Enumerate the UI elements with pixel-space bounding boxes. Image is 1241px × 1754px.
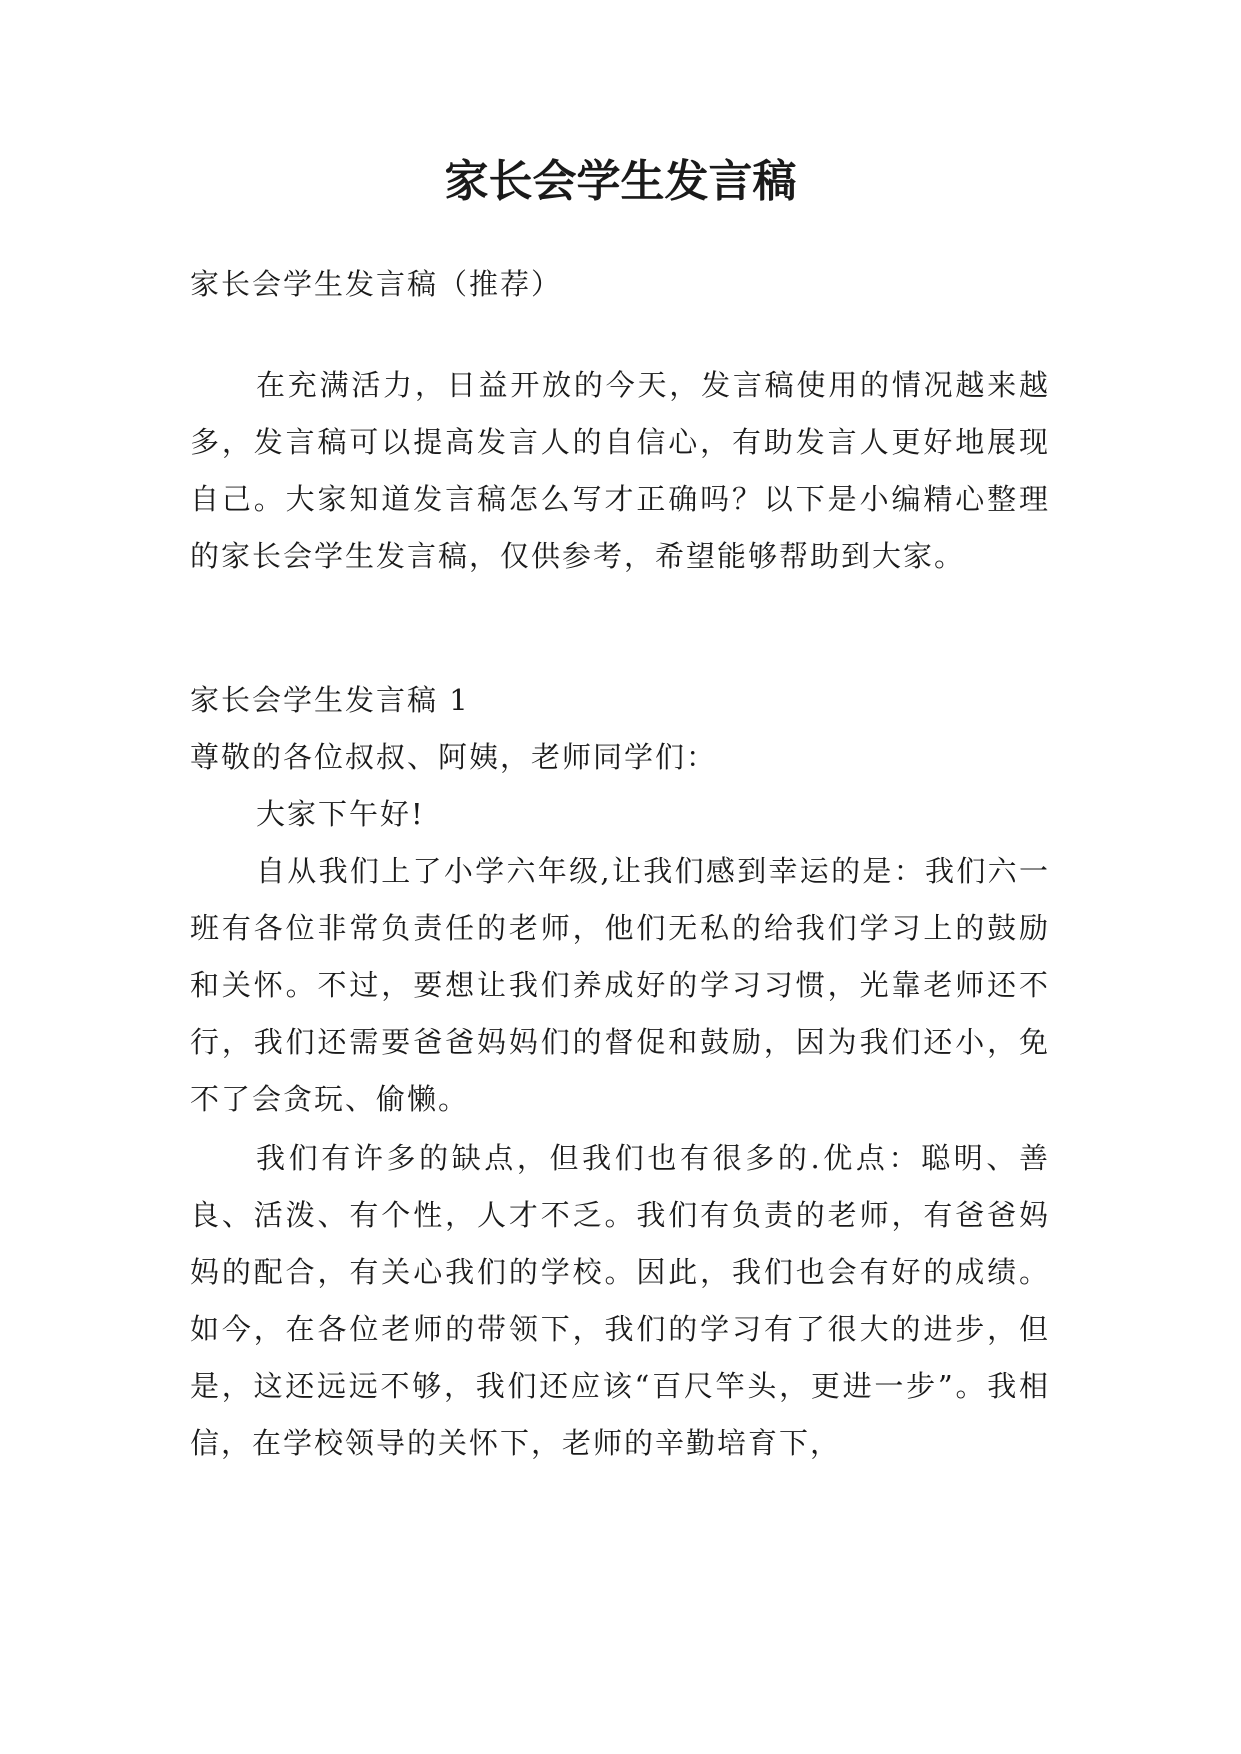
intro-paragraph: 在充满活力，日益开放的今天，发言稿使用的情况越来越多，发言稿可以提高发言人的自信心，有助发言人更好地展现自己。大家知道发言稿怎么写才正确吗？以下是小编精心整理的家长会学生发言稿，仅供参考，希望能够帮助到大家。 bbox=[190, 368, 1050, 573]
body-paragraph-2: 我们有许多的缺点，但我们也有很多的.优点：聪明、善良、活泼、有个性，人才不乏。我们有负责的老师，有爸爸妈妈的配合，有关心我们的学校。因此，我们也会有好的成绩。如今，在各位老师的带领下，我们的学习有了很大的进步，但是，这还远远不够，我们还应该“百尺竿头，更进一步”。我相信，在学校领导的关怀下，老师的辛勤培育下， bbox=[190, 1141, 1050, 1460]
salutation: 尊敬的各位叔叔、阿姨，老师同学们： bbox=[190, 740, 718, 774]
body-paragraph-1: 自从我们上了小学六年级,让我们感到幸运的是：我们六一班有各位非常负责任的老师，他们无私的给我们学习上的鼓励和关怀。不过，要想让我们养成好的学习习惯，光靠老师还不行，我们还需要爸爸妈妈们的督促和鼓励，因为我们还小，免不了会贪玩、偷懒。 bbox=[190, 854, 1050, 1116]
document-subtitle: 家长会学生发言稿（推荐） bbox=[190, 267, 563, 301]
greeting: 大家下午好! bbox=[256, 797, 425, 831]
page-title: 家长会学生发言稿 bbox=[444, 156, 797, 207]
section-heading: 家长会学生发言稿 1 bbox=[190, 683, 470, 717]
